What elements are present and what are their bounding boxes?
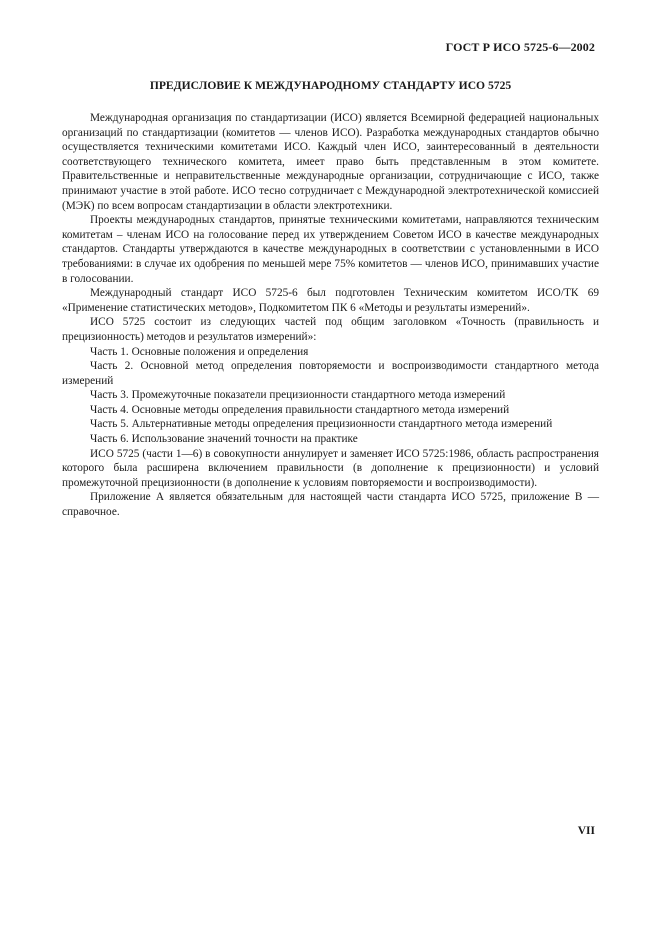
- paragraph-supersedes: ИСО 5725 (части 1—6) в совокупности аннулирует и заменяет ИСО 5725:1986, область распространения которого была расширена включением правильности (в дополнение к прецизионности) и условий промежуточной прецизионности (в дополнение к условиям повторяемости и воспроизводимости).: [62, 447, 599, 489]
- paragraph-draft-standards: Проекты международных стандартов, принятые техническими комитетами, направляются техническим комитетам – членам ИСО на голосование перед их утверждением Советом ИСО в качестве международных стандартов. Стандарты утверждаются в качестве международных в соответствии с установленными в ИСО требованиями: в случае их одобрения по меньшей мере 75% комитетов — членов ИСО, принимавших участие в голосовании.: [62, 214, 599, 285]
- paragraph-iso-organization: Международная организация по стандартизации (ИСО) является Всемирной федерацией национальных организаций по стандартизации (комитетов — членов ИСО). Разработка международных стандартов обычно осуществляется техническими комитетами ИСО. Каждый член ИСО, заинтересованный в деятельности соответствующего технического комитета, имеет право быть представленным в этом комитете. Правительственные и неправительственные международные организации, сотрудничающие с ИСО, также принимают участие в этой работе. ИСО тесно сотрудничает с Международной электротехнической комиссией (МЭК) по всем вопросам стандартизации в области электротехники.: [62, 112, 599, 212]
- list-item-part-3: Часть 3. Промежуточные показатели прецизионности стандартного метода измерений: [90, 389, 506, 402]
- list-item-part-5: Часть 5. Альтернативные методы определения прецизионности стандартного метода измерений: [90, 418, 553, 431]
- section-title: ПРЕДИСЛОВИЕ К МЕЖДУНАРОДНОМУ СТАНДАРТУ ИСО 5725: [149, 79, 512, 92]
- paragraph-parts-intro: ИСО 5725 состоит из следующих частей под общим заголовком «Точность (правильность и прецизионность) методов и результатов измерений»:: [62, 316, 599, 343]
- list-item-part-6: Часть 6. Использование значений точности на практике: [90, 433, 358, 446]
- list-item-part-2: Часть 2. Основной метод определения повторяемости и воспроизводимости стандартного метода измерений: [62, 360, 599, 387]
- paragraph-annexes: Приложение А является обязательным для настоящей части стандарта ИСО 5725, приложение В — справочное.: [62, 491, 599, 519]
- paragraph-committee: Международный стандарт ИСО 5725-6 был подготовлен Техническим комитетом ИСО/ТК 69 «Применение статистических методов», Подкомитетом ПК 6 «Методы и результаты измерений».: [62, 287, 599, 314]
- preface-body: [62, 111, 599, 520]
- list-item-part-4: Часть 4. Основные методы определения правильности стандартного метода измерений: [90, 403, 510, 416]
- page-number: VII: [577, 825, 595, 837]
- document-header: ГОСТ Р ИСО 5725-6—2002: [445, 40, 595, 54]
- list-item-part-1: Часть 1. Основные положения и определения: [90, 345, 309, 358]
